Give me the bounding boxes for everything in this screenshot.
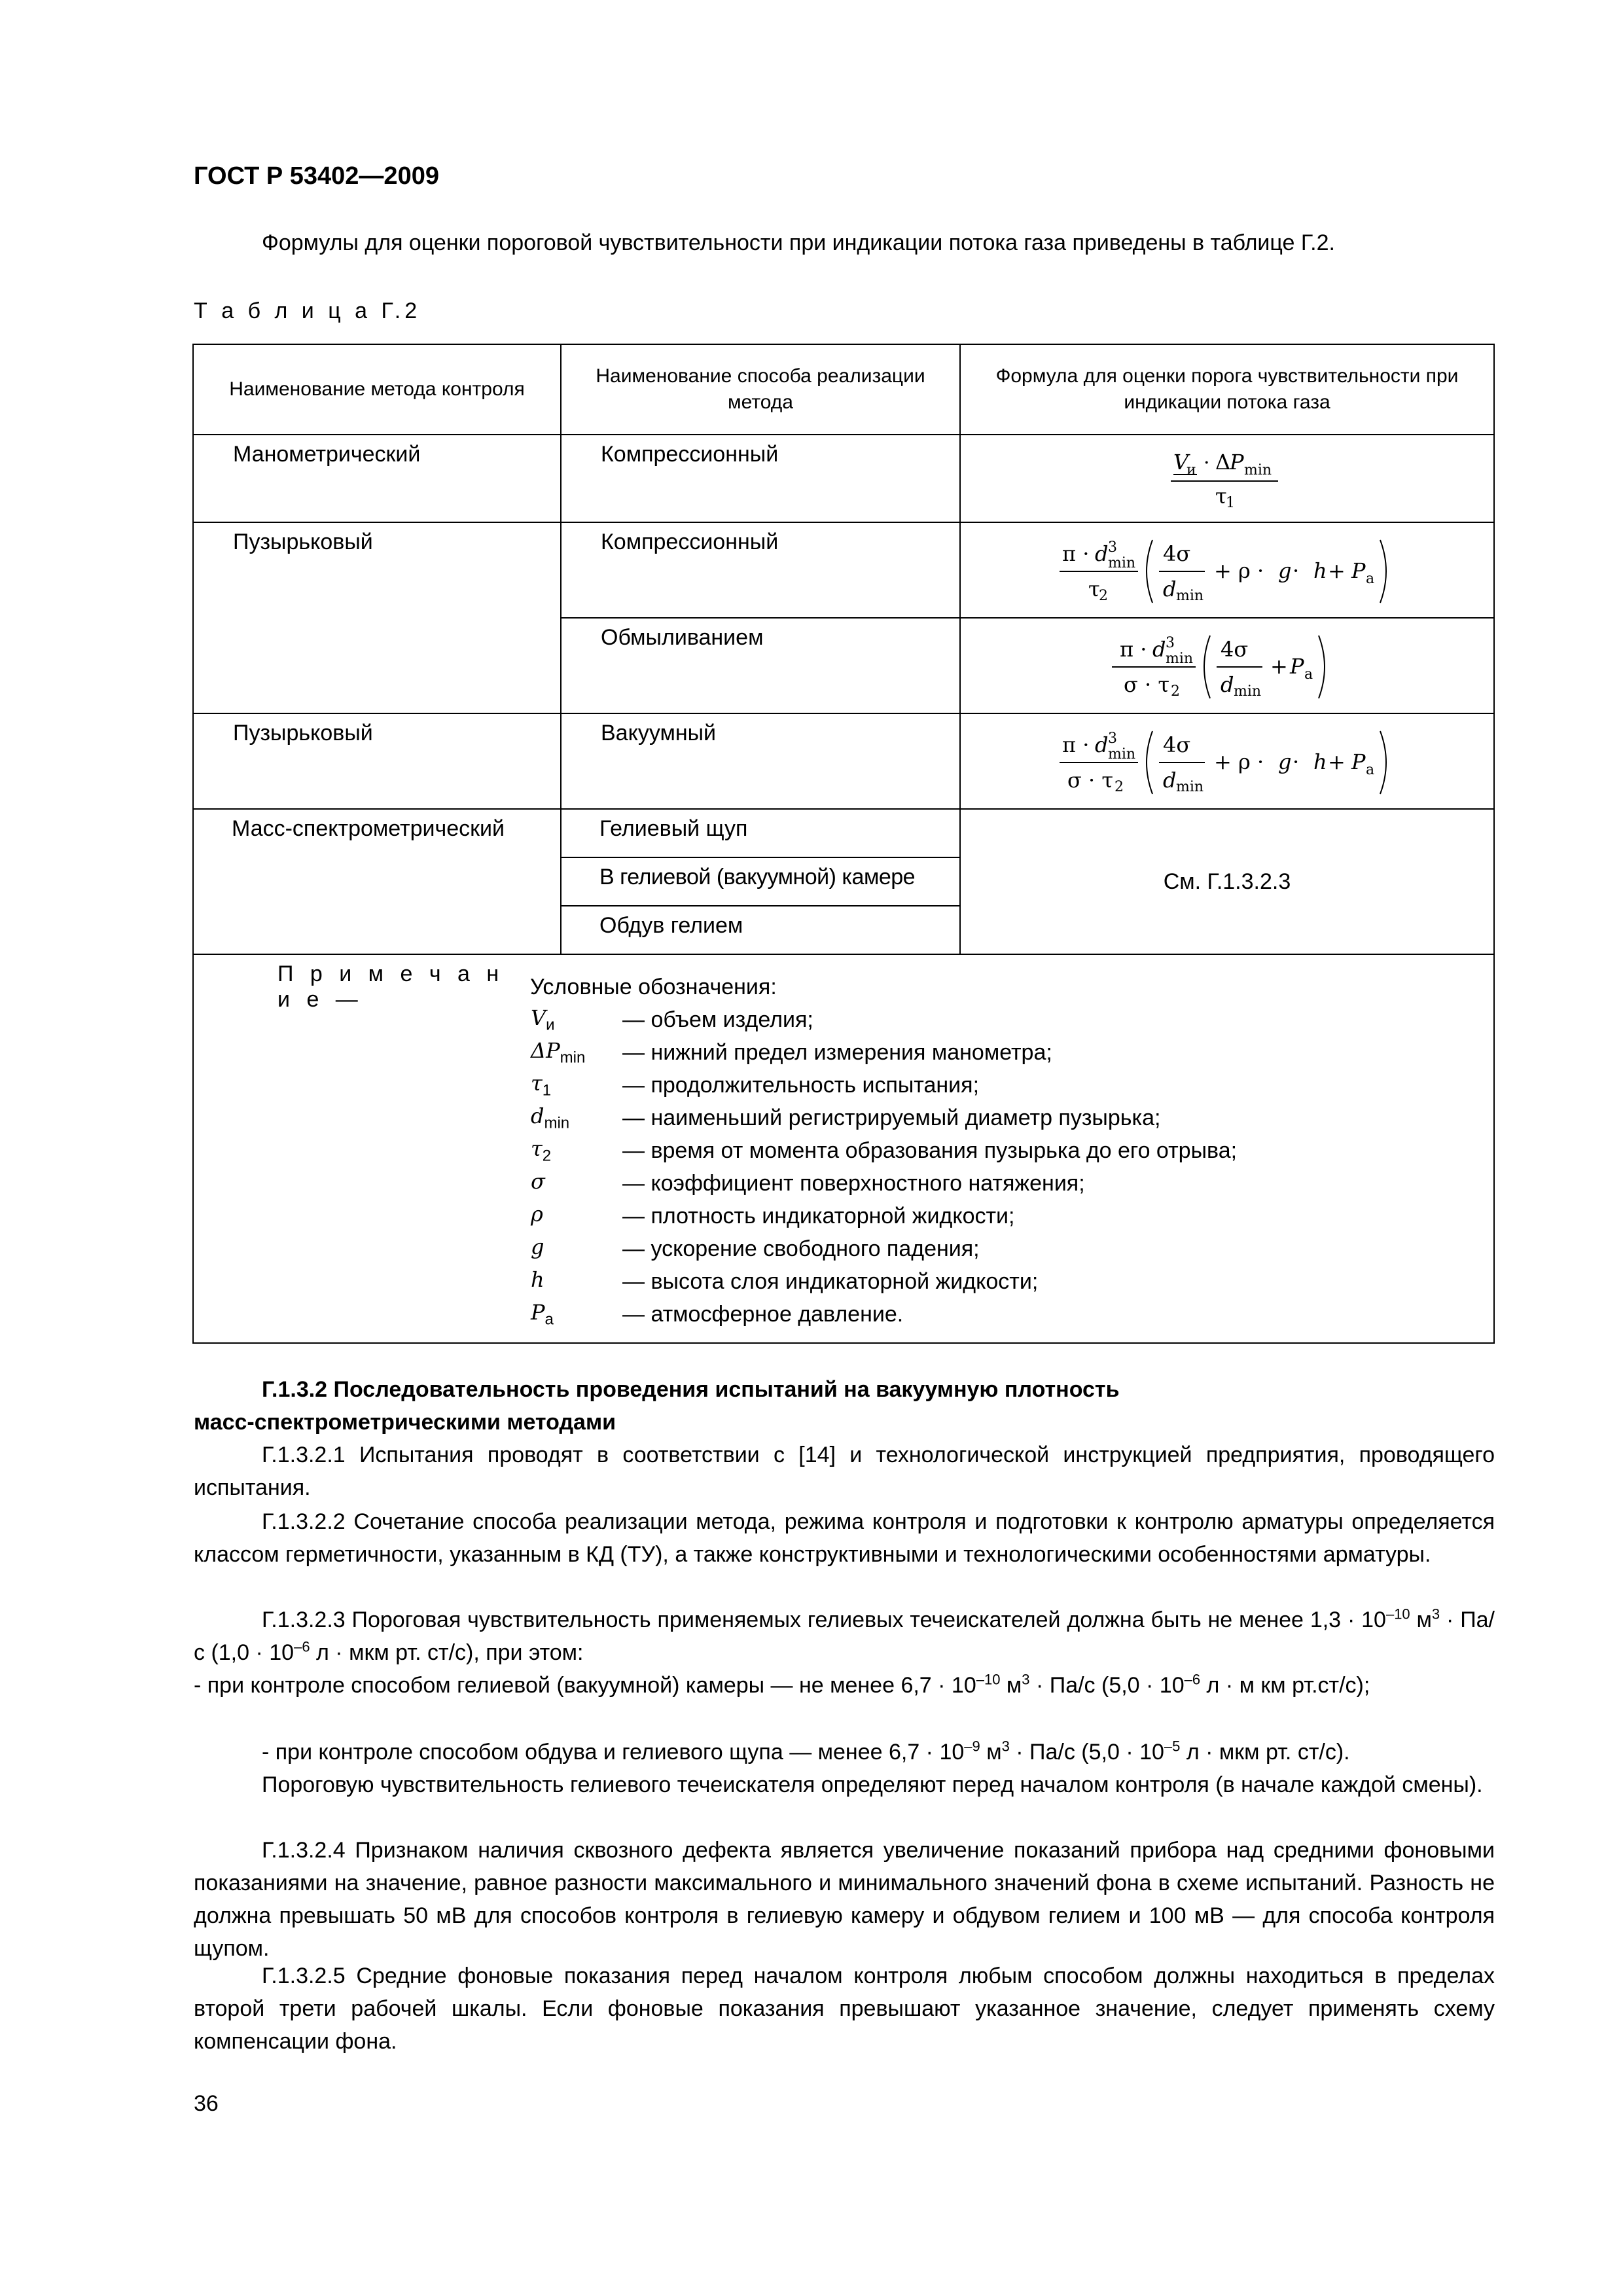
- way-cell: Компрессионный: [561, 522, 960, 618]
- symbol-description: — плотность индикаторной жидкости;: [622, 1203, 1015, 1229]
- document-code-header: ГОСТ Р 53402—2009: [194, 162, 439, 190]
- paragraph-5: Г.1.3.2.4 Признаком наличия сквозного дефекта является увеличение показаний прибора над средними фоновыми показаниями на значение, равное разности максимального и минимального значений фона в схеме испытаний. Разность не должна превышать 50 мВ для способов контроля в гелиевую камеру и обдувом гелием и 100 мВ — для способа контроля щупом.: [194, 1838, 1495, 1961]
- svg-text:g: g: [1278, 558, 1292, 583]
- svg-text:min: min: [1244, 461, 1272, 478]
- table-caption: Т а б л и ц а Г.2: [194, 298, 421, 323]
- way-cell: Компрессионный: [561, 435, 960, 522]
- svg-text:h: h: [1313, 558, 1327, 583]
- svg-text:π ·: π ·: [1062, 732, 1090, 757]
- table-row: [193, 713, 1494, 809]
- paragraph-4: Пороговую чувствительность гелиевого течеискателя определяют перед началом контроля (в начале каждой смены).: [262, 1772, 1483, 1797]
- svg-text:·: ·: [1293, 749, 1300, 774]
- page-number: 36: [194, 2091, 219, 2116]
- svg-text:+ ρ ·: + ρ ·: [1214, 749, 1264, 774]
- svg-text:3: 3: [1108, 539, 1117, 556]
- paragraph-1: Г.1.3.2.1 Испытания проводят в соответствии с [14] и технологической инструкцией предприятия, проводящего испытания.: [194, 1443, 1495, 1500]
- symbol-list: [194, 1003, 1493, 1331]
- svg-text:τ: τ: [1088, 576, 1100, 601]
- svg-text:min: min: [1176, 778, 1204, 795]
- svg-text:·: ·: [1293, 558, 1300, 583]
- symbol-name: $d_{min}$: [531, 1103, 570, 1132]
- symbol-name: $V_и$: [531, 1005, 555, 1034]
- paragraph-6: Г.1.3.2.5 Средние фоновые показания перед началом контроля любым способом должны находиться в пределах второй трети рабочей шкалы. Если фоновые показания превышают указанное значение, следует применять схему компенсации фона.: [194, 1964, 1495, 2054]
- paragraph-2: Г.1.3.2.2 Сочетание способа реализации метода, режима контроля и подготовки к контролю арматуры определяется классом герметичности, указанным в КД (ТУ), а также конструктивными и технологическими особенностями арматуры.: [194, 1509, 1495, 1567]
- svg-text:2: 2: [1115, 778, 1124, 795]
- svg-text:P: P: [1351, 749, 1366, 774]
- svg-text:P: P: [1290, 653, 1304, 679]
- header-formula: Формула для оценки порога чувствительности при индикации потока газа: [960, 344, 1494, 435]
- svg-text:4σ: 4σ: [1221, 636, 1249, 662]
- formula-manometric: [1168, 443, 1286, 509]
- note-lead: Условные обозначения:: [530, 974, 777, 999]
- svg-text:2: 2: [1099, 587, 1108, 604]
- way-cell: Обдув гелием: [561, 906, 960, 954]
- symbol-name: σ: [531, 1168, 545, 1194]
- symbol-description: — ускорение свободного падения;: [622, 1236, 980, 1261]
- svg-text:τ: τ: [1215, 483, 1227, 509]
- svg-text:min: min: [1108, 745, 1136, 762]
- svg-text:min: min: [1166, 650, 1194, 667]
- svg-text:h: h: [1313, 749, 1327, 774]
- symbol-description: — нижний предел измерения манометра;: [622, 1039, 1052, 1065]
- way-cell: Гелиевый щуп: [561, 809, 960, 857]
- header-method: Наименование метода контроля: [193, 344, 561, 435]
- note-label: П р и м е ч а н и е —: [277, 961, 505, 1012]
- symbol-description: — высота слоя индикаторной жидкости;: [622, 1268, 1039, 1294]
- svg-text:2: 2: [1171, 683, 1180, 700]
- formula-cell-reference: См. Г.1.3.2.3: [960, 809, 1494, 954]
- symbol-name: $\tau_2$: [531, 1136, 552, 1165]
- svg-text:a: a: [1366, 570, 1375, 587]
- svg-text:π ·: π ·: [1120, 636, 1147, 662]
- table-header-row: [193, 344, 1494, 435]
- table-row: [193, 435, 1494, 522]
- svg-text:+ ρ ·: + ρ ·: [1214, 558, 1264, 583]
- formula-bubble-soap: [1109, 624, 1345, 702]
- svg-text:4σ: 4σ: [1163, 732, 1191, 757]
- svg-text:d: d: [1163, 767, 1177, 793]
- svg-text:P: P: [1351, 558, 1366, 583]
- symbol-description: — продолжительность испытания;: [622, 1072, 980, 1098]
- table-row: [193, 809, 1494, 857]
- method-cell: Пузырьковый: [193, 522, 561, 713]
- symbol-row: [194, 1036, 1493, 1069]
- method-cell: Масс-спектрометрический: [193, 809, 561, 954]
- svg-text:Δ: Δ: [1215, 449, 1231, 475]
- svg-text:d: d: [1095, 732, 1109, 757]
- symbol-name: g: [531, 1234, 544, 1259]
- svg-text:P: P: [1230, 449, 1244, 475]
- symbol-row: [194, 1200, 1493, 1232]
- svg-text:1: 1: [1226, 494, 1235, 509]
- header-way: Наименование способа реализации метода: [561, 344, 960, 435]
- svg-text:3: 3: [1166, 634, 1175, 651]
- way-cell: В гелиевой (вакуумной) камере: [561, 857, 960, 906]
- svg-text:d: d: [1163, 576, 1177, 601]
- symbol-description: — атмосферное давление.: [622, 1301, 904, 1327]
- svg-text:a: a: [1366, 761, 1375, 778]
- symbol-description: — коэффициент поверхностного натяжения;: [622, 1170, 1085, 1196]
- formula-cell: [960, 435, 1494, 522]
- svg-text:min: min: [1108, 554, 1136, 571]
- svg-text:min: min: [1176, 587, 1204, 604]
- table-row: [193, 522, 1494, 618]
- svg-text:V: V: [1173, 449, 1189, 475]
- symbol-description: — наименьший регистрируемый диаметр пузырька;: [622, 1105, 1161, 1130]
- formula-cell: [960, 713, 1494, 809]
- formulas-table: [192, 344, 1495, 1344]
- method-cell: Манометрический: [193, 435, 561, 522]
- table-note: [193, 954, 1494, 1343]
- svg-text:a: a: [1304, 666, 1313, 683]
- symbol-row: [194, 1298, 1493, 1331]
- symbol-name: $\Delta P_{min}$: [531, 1037, 586, 1067]
- formula-bubble-vacuum: [1057, 719, 1397, 798]
- way-cell: Обмыливанием: [561, 618, 960, 713]
- bullet-1: - при контроле способом гелиевой (вакуумной) камеры — не менее $6,7 \cdot 10^{-10}$ $м^3 \cdot Па/с$ ($5,0 \cdot 10^{-6}$ л · м км рт.ст/с);: [194, 1671, 1370, 1698]
- svg-text:d: d: [1152, 636, 1166, 662]
- symbol-name: ρ: [531, 1201, 543, 1227]
- symbol-name: $\tau_1$: [531, 1070, 552, 1100]
- section-heading-line2: масс-спектрометрическими методами: [194, 1410, 616, 1435]
- svg-text:g: g: [1278, 749, 1292, 774]
- symbol-row: [194, 1232, 1493, 1265]
- symbol-row: [194, 1102, 1493, 1134]
- symbol-row: [194, 1134, 1493, 1167]
- svg-text:+: +: [1328, 749, 1346, 774]
- symbol-name: h: [531, 1266, 544, 1292]
- svg-text:·: ·: [1204, 451, 1210, 475]
- svg-text:min: min: [1234, 683, 1262, 700]
- bullet-2: - при контроле способом обдува и гелиевого щупа — менее $6,7 \cdot 10^{-9}$ $м^3 \cdot Па/с$ ($5,0 \cdot 10^{-5}$ л · мкм рт. ст/с).: [262, 1738, 1350, 1765]
- formula-cell: [960, 522, 1494, 618]
- symbol-description: — объем изделия;: [622, 1007, 813, 1032]
- symbol-name: $P_a$: [531, 1299, 554, 1329]
- svg-text:d: d: [1095, 541, 1109, 566]
- formula-cell: [960, 618, 1494, 713]
- intro-paragraph: Формулы для оценки пороговой чувствительности при индикации потока газа приведены в таблице Г.2.: [262, 230, 1335, 255]
- svg-text:d: d: [1221, 672, 1234, 697]
- svg-text:+: +: [1270, 653, 1288, 679]
- symbol-description: — время от момента образования пузырька до его отрыва;: [622, 1138, 1238, 1163]
- symbol-row: [194, 1069, 1493, 1102]
- svg-text:3: 3: [1108, 730, 1117, 747]
- way-cell: Вакуумный: [561, 713, 960, 809]
- svg-text:и: и: [1186, 461, 1196, 478]
- formula-bubble-compression: [1057, 528, 1397, 607]
- method-cell: Пузырьковый: [193, 713, 561, 809]
- section-heading-line1: Г.1.3.2 Последовательность проведения испытаний на вакуумную плотность: [262, 1377, 1120, 1402]
- svg-text:4σ: 4σ: [1163, 541, 1191, 566]
- svg-text:σ · τ: σ · τ: [1067, 767, 1114, 793]
- table-note-row: [193, 954, 1494, 1343]
- symbol-row: [194, 1265, 1493, 1298]
- svg-text:π ·: π ·: [1062, 541, 1090, 566]
- svg-text:σ · τ: σ · τ: [1124, 672, 1170, 697]
- svg-text:+: +: [1328, 558, 1346, 583]
- paragraph-3: Г.1.3.2.3 Пороговая чувствительность применяемых гелиевых течеискателей должна быть не менее $1,3 \cdot 10^{-10}$ $м^3 \cdot Па/с$ ($1,0 \cdot 10^{-6}$ л · мкм рт. ст/с), при этом:: [194, 1605, 1495, 1665]
- symbol-row: [194, 1167, 1493, 1200]
